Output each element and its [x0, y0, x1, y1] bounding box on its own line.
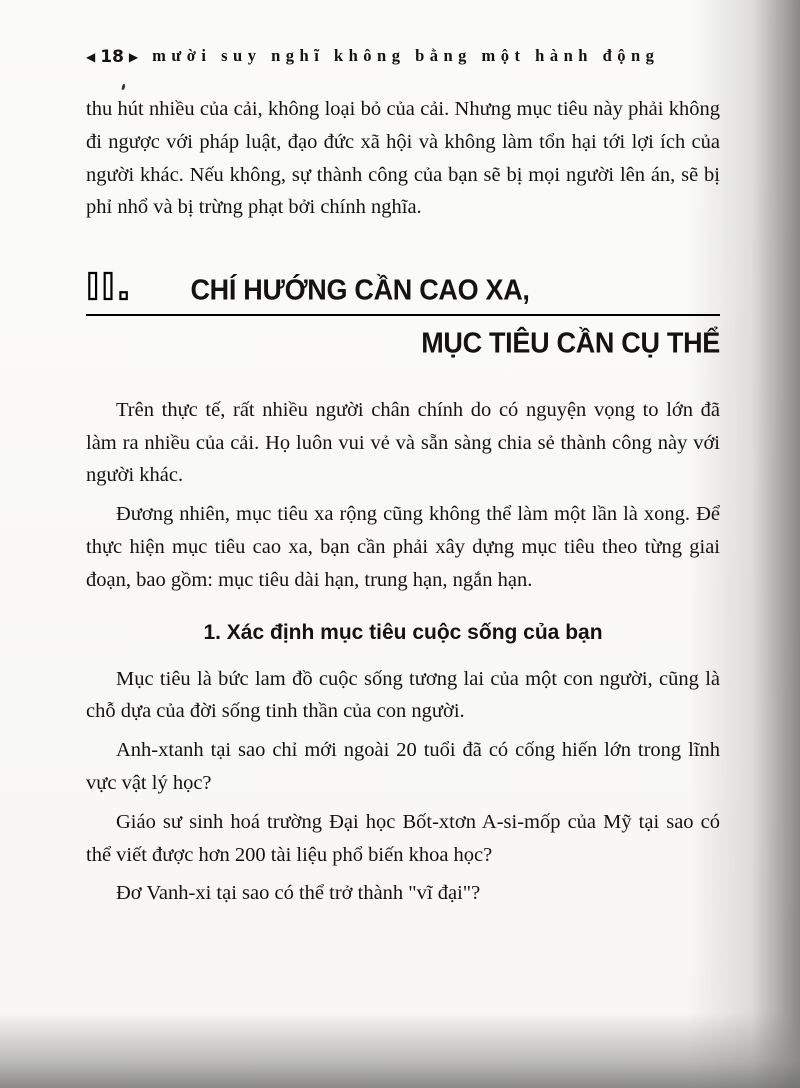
- section-title-line2: MỤC TIÊU CẦN CỤ THỂ: [421, 327, 720, 360]
- running-header: [86, 46, 720, 67]
- heading-rule: [86, 314, 720, 316]
- page-number: 18: [100, 47, 124, 67]
- section-numeral: II.: [86, 267, 133, 309]
- prev-page-icon: ◀: [86, 50, 96, 64]
- section-title-line1: CHÍ HƯỚNG CẦN CAO XA,: [190, 273, 530, 306]
- paragraph: thu hút nhiều của cải, không loại bỏ của cải. Nhưng mục tiêu này phải không đi ngược với pháp luật, đạo đức xã hội và không làm tổn hại tới lợi ích của người khác. Nếu không, sự thành công của bạn sẽ bị mọi người lên án, sẽ bị phỉ nhổ và bị trừng phạt bởi chính nghĩa.: [86, 98, 720, 219]
- page-nav: [86, 47, 138, 67]
- running-title: mười suy nghĩ không bằng một hành động: [152, 46, 660, 65]
- paragraph: Anh-xtanh tại sao chỉ mới ngoài 20 tuổi đã có cống hiến lớn trong lĩnh vực vật lý học?: [86, 739, 720, 795]
- paragraph: Giáo sư sinh hoá trường Đại học Bốt-xtơn A-si-mốp của Mỹ tại sao có thể viết được hơn 200 tài liệu phổ biến khoa học?: [86, 810, 720, 866]
- paragraph: Trên thực tế, rất nhiều người chân chính do có nguyện vọng to lớn đã làm ra nhiều của cải. Họ luôn vui vẻ và sẵn sàng chia sẻ thành công này với người khác.: [86, 398, 720, 487]
- paragraph: Mục tiêu là bức lam đồ cuộc sống tương lai của một con người, cũng là chỗ dựa của đời sống tinh thần của con người.: [86, 667, 720, 723]
- next-page-icon: ▶: [128, 50, 139, 64]
- paragraph: Đơ Vanh-xi tại sao có thể trở thành "vĩ đại"?: [116, 882, 481, 905]
- paragraph: Đương nhiên, mục tiêu xa rộng cũng không thể làm một lần là xong. Để thực hiện mục tiêu cao xa, bạn cần phải xây dựng mục tiêu theo từng giai đoạn, bao gồm: mục tiêu dài hạn, trung hạn, ngắn hạn.: [86, 503, 720, 591]
- section-heading: [86, 267, 720, 360]
- subheading: 1. Xác định mục tiêu cuộc sống của bạn: [203, 620, 603, 644]
